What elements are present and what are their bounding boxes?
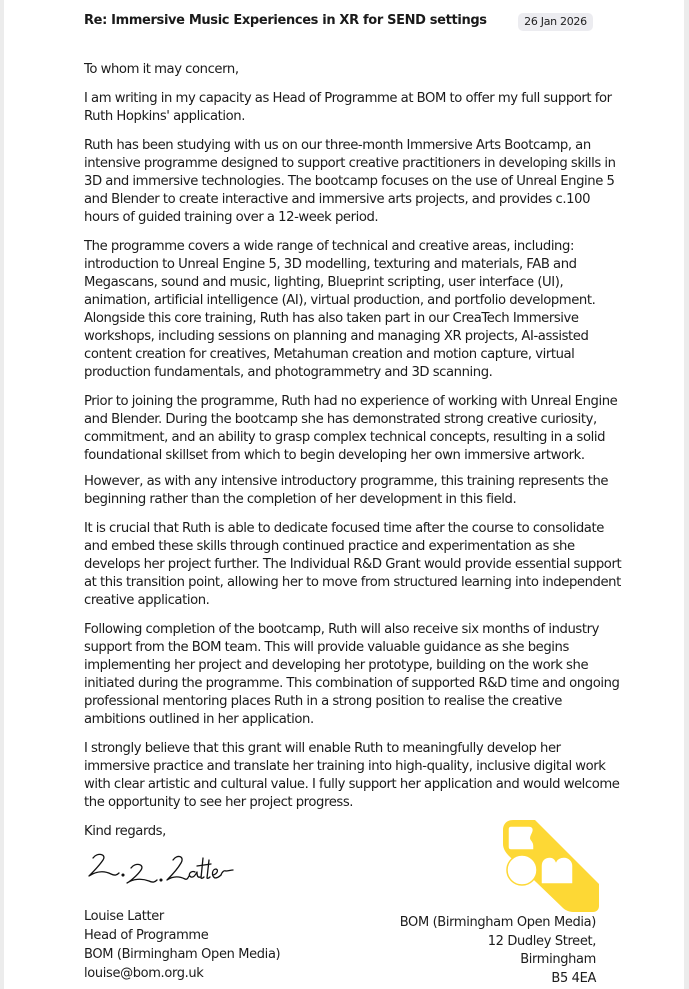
paragraph-intro: I am writing in my capacity as Head of Programme at BOM to offer my full support for Ruth Hopkins' application. [84, 91, 612, 124]
sender-title: Head of Programme [84, 928, 209, 943]
letter-page [4, 0, 684, 989]
handwritten-signature [87, 848, 237, 888]
date-badge: 26 Jan 2026 [518, 13, 593, 31]
paragraph-conclusion: I strongly believe that this grant will enable Ruth to meaningfully develop her immersive practice and translate her training into high-quality, inclusive digital work with clear artistic and cultural value. I fully support her application and would welcome the opportunity to see her project progress. [84, 741, 620, 810]
address-line-2: 12 Dudley Street, [487, 933, 596, 949]
sender-email[interactable]: louise@bom.org.uk [84, 966, 204, 981]
bom-logo [503, 820, 599, 912]
address-line-4: B5 4EA [551, 970, 596, 986]
salutation: To whom it may concern, [84, 62, 239, 77]
paragraph-curriculum: The programme covers a wide range of technical and creative areas, including: introduction to Unreal Engine 5, 3D modelling, texturing and materials, FAB and Megascans, sound and music, lighting, Blueprint scripting, user interface (UI), animation, artificial intelligence (AI), virtual production, and portfolio development. Alongside this core training, Ruth has also taken part in our CreaTech Immersive workshops, including sessions on planning and managing XR projects, AI-assisted content creation for creatives, Metahuman creation and motion capture, virtual production fundamentals, and photogrammetry and 3D scanning. [84, 239, 596, 380]
paragraph-grant-need: It is crucial that Ruth is able to dedicate focused time after the course to consolidate and embed these skills through continued practice and experimentation as she develops her project further. The Individual R&D Grant would provide essential support at this transition point, allowing her to move from structured learning into independent creative application. [84, 521, 622, 608]
organisation-address [400, 914, 596, 988]
paragraph-bootcamp: Ruth has been studying with us on our three-month Immersive Arts Bootcamp, an intensive programme designed to support creative practitioners in developing skills in 3D and immersive technologies. The bootcamp focuses on the use of Unreal Engine 5 and Blender to create interactive and immersive arts projects, and provides c.100 hours of guided training over a 12-week period. [84, 138, 616, 225]
closing: Kind regards, [84, 824, 166, 839]
subject-line: Re: Immersive Music Experiences in XR for SEND settings [84, 13, 487, 28]
paragraph-however: However, as with any intensive introductory programme, this training represents the beginning rather than the completion of her development in this field. [84, 474, 609, 507]
sender-name: Louise Latter [84, 909, 164, 924]
address-line-1: BOM (Birmingham Open Media) [399, 915, 596, 930]
letter-header [84, 12, 604, 34]
address-line-3: Birmingham [520, 952, 596, 967]
sender-organisation: BOM (Birmingham Open Media) [84, 947, 281, 962]
letter-body [84, 61, 624, 852]
paragraph-progress: Prior to joining the programme, Ruth had no experience of working with Unreal Engine and Blender. During the bootcamp she has demonstrated strong creative curiosity, commitment, and an ability to grasp complex technical concepts, resulting in a solid foundational skillset from which to begin developing her own immersive artwork. [84, 394, 618, 463]
sender-details [84, 907, 280, 983]
paragraph-industry-support: Following completion of the bootcamp, Ruth will also receive six months of industry support from the BOM team. This will provide valuable guidance as she begins implementing her project and developing her prototype, building on the work she initiated during the programme. This combination of supported R&D time and ongoing professional mentoring places Ruth in a strong position to realise the creative ambitions outlined in her application. [84, 622, 620, 727]
